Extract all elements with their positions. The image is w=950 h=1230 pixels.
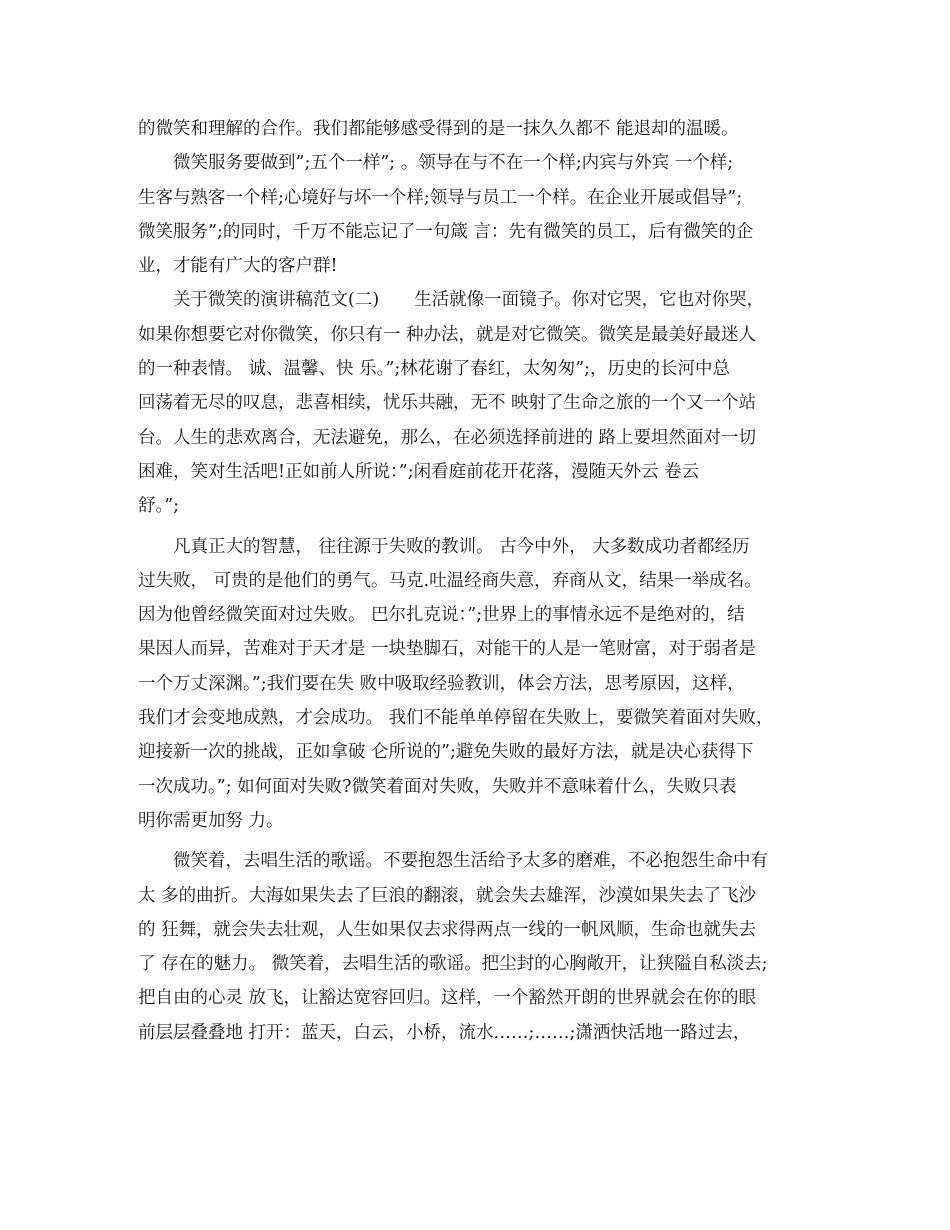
text-line: 凡真正大的智慧， 往往源于失败的教训。 古今中外， 大多数成功者都经历 <box>138 536 750 557</box>
text-line: 一次成功。”; 如何面对失败?微笑着面对失败，失败并不意味着什么，失败只表 <box>138 776 737 797</box>
text-line: 了 存在的魅力。 微笑着，去唱生活的歌谣。把尘封的心胸敞开，让狭隘自私淡去; <box>138 954 768 975</box>
text-line: 果因人而异，苦难对于天才是 一块垫脚石，对能干的人是一笔财富，对于弱者是 <box>138 639 757 660</box>
text-line: 台。人生的悲欢离合，无法避免，那么，在必须选择前进的 路上要坦然面对一切 <box>138 427 757 448</box>
text-line: 太 多的曲折。大海如果失去了巨浪的翻滚，就会失去雄浑，沙漠如果失去了飞沙 <box>138 885 757 906</box>
text-line: 生客与熟客一个样;心境好与坏一个样;领导与员工一个样。在企业开展或倡导”; <box>138 187 743 208</box>
text-line: 如果你想要它对你微笑，你只有一 种办法，就是对它微笑。微笑是最美好最迷人 <box>138 324 757 345</box>
text-line: 明你需更加努 力。 <box>138 810 284 831</box>
text-line: 的 狂舞，就会失去壮观，人生如果仅去求得两点一线的一帆风顺，生命也就失去 <box>138 919 757 940</box>
text-line: 把自由的心灵 放飞，让豁达宽容回归。这样，一个豁然开朗的世界就会在你的眼 <box>138 988 757 1009</box>
text-line: 过失败， 可贵的是他们的勇气。马克.吐温经商失意，弃商从文，结果一举成名。 <box>138 570 762 591</box>
document-body <box>138 112 828 1050</box>
text-line: 关于微笑的演讲稿范文(二) 生活就像一面镜子。你对它哭，它也对你哭， <box>138 290 765 311</box>
text-line: 一个万丈深渊。”;我们要在失 败中吸取经验教训，体会方法，思考原因，这样， <box>138 673 745 694</box>
text-line: 微笑服务要做到”;五个一样”; 。领导在与不在一个样;内宾与外宾 一个样; <box>138 153 734 174</box>
text-line: 前层层叠叠地 打开：蓝天，白云，小桥，流水……;……;潇洒快活地一路过去， <box>138 1022 751 1043</box>
text-line: 的微笑和理解的合作。我们都能够感受得到的是一抹久久都不 能退却的温暖。 <box>138 119 739 139</box>
text-line: 业，才能有广大的客户群! <box>138 256 338 277</box>
text-line: 微笑服务”;的同时，千万不能忘记了一句箴 言：先有微笑的员工，后有微笑的企 <box>138 221 754 242</box>
text-line: 因为他曾经微笑面对过失败。 巴尔扎克说：”;世界上的事情永远不是绝对的，结 <box>138 605 745 626</box>
text-line: 我们才会变地成熟，才会成功。 我们不能单单停留在失败上，要微笑着面对失败， <box>138 708 774 729</box>
text-line: 舒。”; <box>138 496 180 517</box>
text-line: 微笑着，去唱生活的歌谣。不要抱怨生活给予太多的磨难，不必抱怨生命中有 <box>138 851 768 872</box>
text-line: 迎接新一次的挑战，正如拿破 仑所说的”;避免失败的最好方法，就是决心获得下 <box>138 742 754 763</box>
text-line: 的一种表情。 诚、温馨、快 乐。”;林花谢了春红，太匆匆”;，历史的长河中总 <box>138 359 731 380</box>
text-line: 困难，笑对生活吧!正如前人所说：”;闲看庭前花开花落，漫随天外云 卷云 <box>138 461 700 482</box>
text-line: 回荡着无尽的叹息，悲喜相续，忧乐共融，无不 映射了生命之旅的一个又一个站 <box>138 393 757 414</box>
